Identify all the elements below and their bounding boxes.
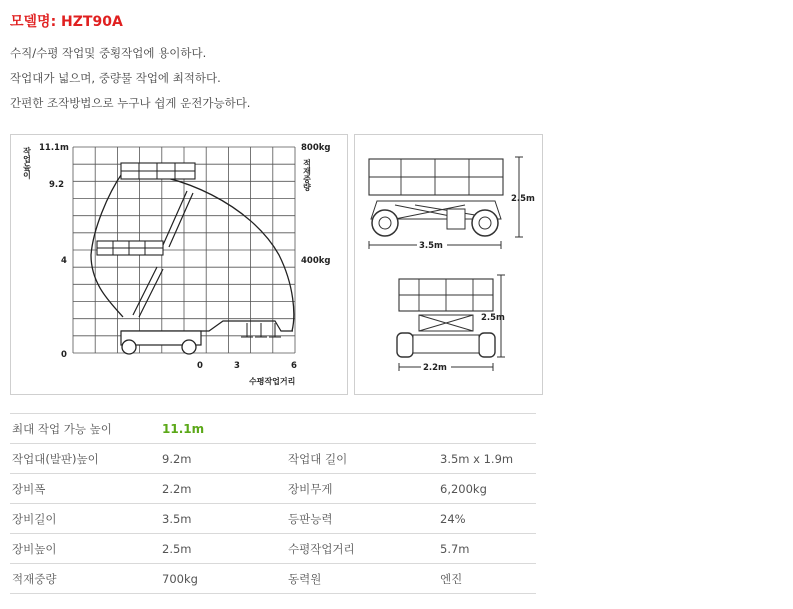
spec-label: 등판능력	[288, 504, 440, 534]
spec-value: 700kg	[162, 564, 288, 594]
height-tick-label: 0	[61, 350, 67, 360]
front-width-label: 2.2m	[423, 363, 447, 373]
horizontal-tick-label: 0	[197, 361, 203, 371]
front-height-label: 2.5m	[481, 313, 505, 323]
spec-value: 5.7m	[440, 534, 536, 564]
spec-label: 장비길이	[10, 504, 162, 534]
table-row	[10, 414, 536, 444]
load-tick-label: 400kg	[301, 256, 331, 266]
description-line: 간편한 조작방법으로 누구나 쉽게 운전가능하다.	[10, 96, 251, 110]
dimension-diagram	[354, 134, 543, 395]
work-range-diagram	[10, 134, 348, 395]
spec-label: 적재중량	[10, 564, 162, 594]
description-line: 수직/수평 작업및 중횡작업에 용이하다.	[10, 46, 207, 60]
spec-value: 9.2m	[162, 444, 288, 474]
spec-value: 2.2m	[162, 474, 288, 504]
spec-value: 2.5m	[162, 534, 288, 564]
spec-value: 3.5m	[162, 504, 288, 534]
table-row	[10, 474, 536, 504]
load-axis-label: 적재중량	[302, 159, 312, 191]
spec-label: 작업대(발판)높이	[10, 444, 162, 474]
model-title: 모델명: HZT90A	[10, 14, 123, 30]
spec-value: 24%	[440, 504, 536, 534]
spec-value: 3.5m x 1.9m	[440, 444, 536, 474]
table-row	[10, 444, 536, 474]
spec-label: 장비높이	[10, 534, 162, 564]
spec-label: 장비무게	[288, 474, 440, 504]
height-tick-label: 4	[61, 256, 67, 266]
horizontal-tick-label: 6	[291, 361, 297, 371]
load-tick-label: 800kg	[301, 143, 331, 153]
spec-table	[10, 413, 536, 594]
height-tick-label: 9.2	[49, 180, 65, 190]
spec-value-highlight: 11.1m	[162, 414, 536, 444]
side-height-label: 2.5m	[511, 194, 535, 204]
spec-label: 최대 작업 가능 높이	[10, 414, 162, 444]
description-line: 작업대가 넓으며, 중량물 작업에 최적하다.	[10, 71, 221, 85]
spec-value: 엔진	[440, 564, 536, 594]
spec-label: 장비폭	[10, 474, 162, 504]
height-axis-label: 작업높이	[22, 147, 32, 179]
table-row	[10, 504, 536, 534]
table-row	[10, 534, 536, 564]
work-range-chart	[11, 135, 347, 394]
height-tick-label: 11.1m	[39, 143, 69, 153]
spec-value: 6,200kg	[440, 474, 536, 504]
dimension-drawing	[355, 135, 542, 394]
table-row	[10, 564, 536, 594]
spec-label: 작업대 길이	[288, 444, 440, 474]
side-length-label: 3.5m	[419, 241, 443, 251]
horizontal-axis-label: 수평작업거리	[249, 377, 296, 386]
spec-label: 수평작업거리	[288, 534, 440, 564]
spec-label: 동력원	[288, 564, 440, 594]
horizontal-tick-label: 3	[234, 361, 240, 371]
